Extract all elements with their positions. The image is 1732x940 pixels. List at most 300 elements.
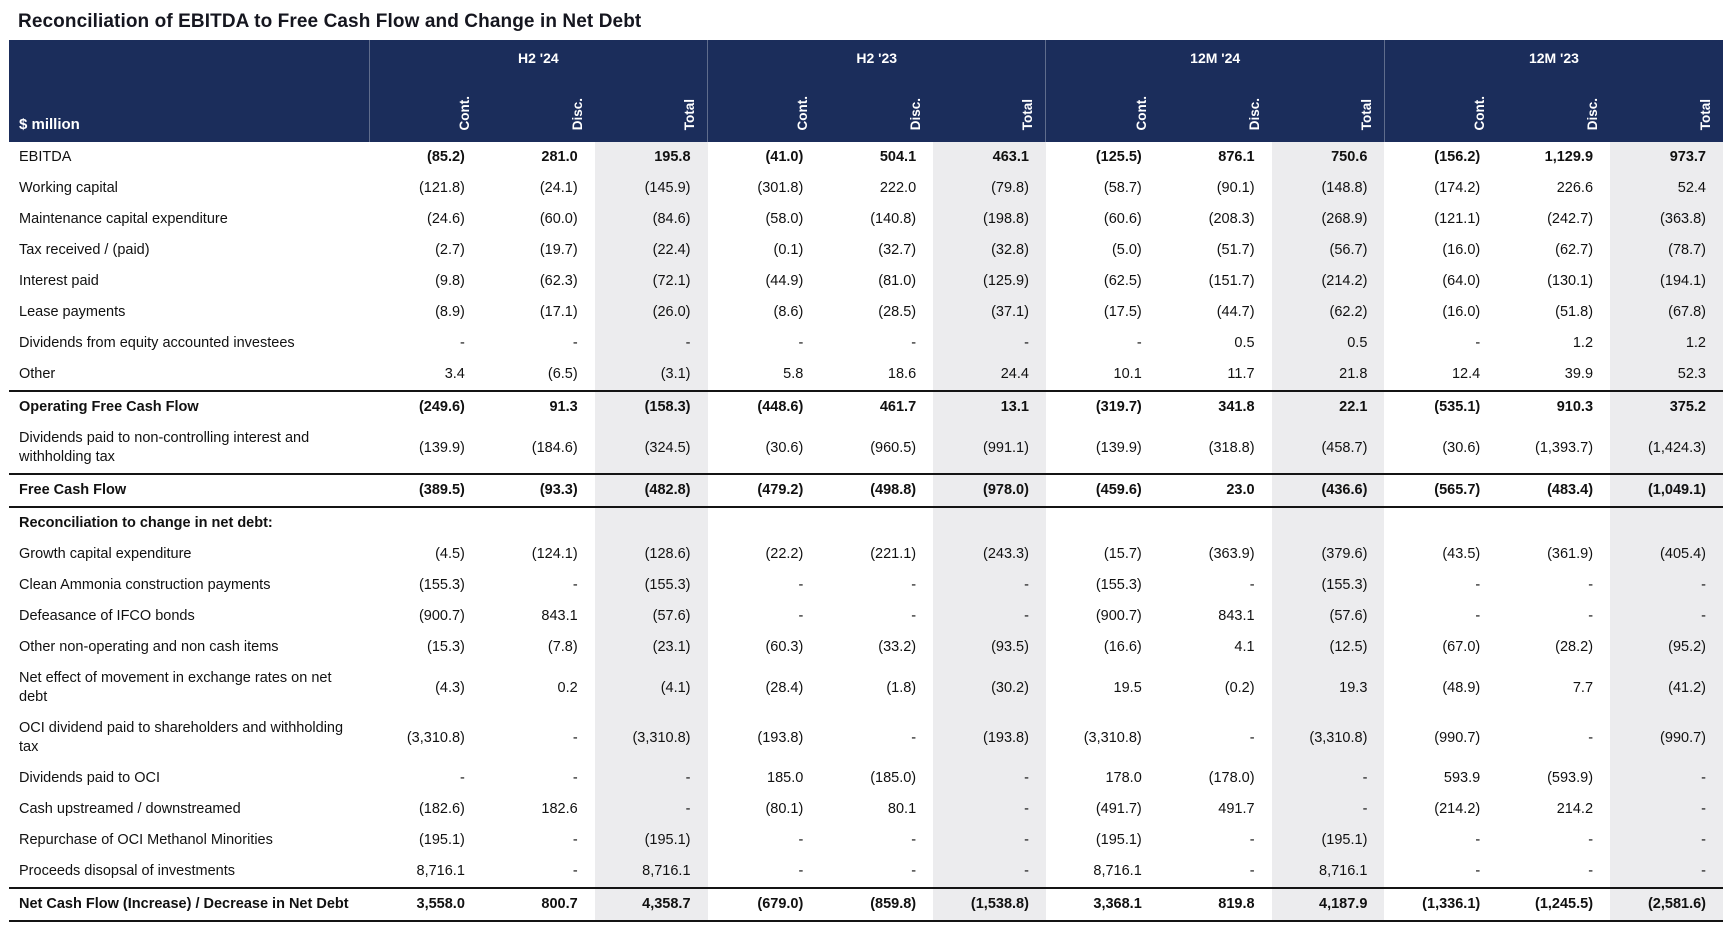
value-cell: 214.2 xyxy=(1556,801,1594,817)
value-cell: (22.2) xyxy=(765,546,804,562)
value-cell: (17.5) xyxy=(1103,304,1142,320)
column-header-cont: Cont. xyxy=(456,95,472,130)
value-cell: - xyxy=(911,335,917,351)
table-body xyxy=(9,142,1723,921)
value-cell: (363.9) xyxy=(1208,546,1255,562)
value-cell: (361.9) xyxy=(1547,546,1594,562)
value-cell: (67.0) xyxy=(1442,639,1481,655)
value-cell: (5.0) xyxy=(1111,242,1142,258)
value-cell: 4,187.9 xyxy=(1272,888,1385,921)
value-cell: (193.8) xyxy=(757,729,804,746)
value-cell: 178.0 xyxy=(1105,770,1142,786)
value-cell: (1,424.3) xyxy=(1610,423,1723,474)
value-cell: 375.2 xyxy=(1610,391,1723,423)
value-cell: (483.4) xyxy=(1497,474,1610,507)
row-label: Tax received / (paid) xyxy=(19,242,150,258)
value-cell: - xyxy=(1475,863,1481,879)
unit-label: $ million xyxy=(9,73,369,142)
value-cell: 3.4 xyxy=(444,366,465,382)
value-cell: 13.1 xyxy=(933,391,1046,423)
value-cell: (33.2) xyxy=(878,639,917,655)
value-cell: 222.0 xyxy=(879,180,917,196)
column-header-cont: Cont. xyxy=(1133,95,1149,130)
table-row xyxy=(9,507,1723,539)
value-cell: 3,368.1 xyxy=(1046,888,1159,921)
value-cell: (301.8) xyxy=(757,180,804,196)
value-cell: (194.1) xyxy=(1610,266,1723,297)
table-row xyxy=(9,601,1723,632)
value-cell: 0.2 xyxy=(557,679,578,696)
row-label: Interest paid xyxy=(19,273,99,289)
row-label: Operating Free Cash Flow xyxy=(9,391,369,423)
value-cell: 843.1 xyxy=(1218,608,1255,624)
row-label: Reconciliation to change in net debt: xyxy=(9,507,369,539)
value-cell xyxy=(1384,507,1497,539)
value-cell: 24.4 xyxy=(933,359,1046,391)
page-title: Reconciliation of EBITDA to Free Cash Flow and Change in Net Debt xyxy=(18,11,642,32)
value-cell xyxy=(933,507,1046,539)
value-cell xyxy=(1159,507,1272,539)
column-header-cell xyxy=(1497,73,1610,142)
value-cell xyxy=(369,507,482,539)
value-cell: 463.1 xyxy=(933,142,1046,173)
value-cell: 185.0 xyxy=(767,770,804,786)
value-cell: (900.7) xyxy=(1095,608,1142,624)
column-header-cell xyxy=(933,73,1046,142)
row-label: Repurchase of OCI Methanol Minorities xyxy=(19,832,273,848)
value-cell: (26.0) xyxy=(595,297,708,328)
value-cell: - xyxy=(572,863,578,879)
value-cell: 1,129.9 xyxy=(1544,149,1594,165)
value-cell: 843.1 xyxy=(541,608,578,624)
value-cell: 91.3 xyxy=(482,391,595,423)
value-cell: (3,310.8) xyxy=(406,729,465,746)
value-cell: 21.8 xyxy=(1272,359,1385,391)
value-cell: - xyxy=(595,794,708,825)
value-cell: - xyxy=(1588,832,1594,848)
value-cell: 19.5 xyxy=(1113,679,1142,696)
value-cell: - xyxy=(1136,335,1142,351)
table-row xyxy=(9,297,1723,328)
value-cell: - xyxy=(798,577,804,593)
value-cell: (62.3) xyxy=(539,273,578,289)
column-header-total: Total xyxy=(1020,98,1036,130)
value-cell: 5.8 xyxy=(783,366,804,382)
value-cell: 8,716.1 xyxy=(1093,863,1142,879)
value-cell: (78.7) xyxy=(1610,235,1723,266)
value-cell: (178.0) xyxy=(1208,770,1255,786)
value-cell: (7.8) xyxy=(547,639,578,655)
value-cell: - xyxy=(572,770,578,786)
value-cell: - xyxy=(911,577,917,593)
value-cell: (482.8) xyxy=(595,474,708,507)
row-label: Other non-operating and non cash items xyxy=(19,639,279,655)
value-cell: 461.7 xyxy=(820,391,933,423)
row-label: Dividends paid to non-controlling interest and withholding tax xyxy=(19,430,310,465)
value-cell: - xyxy=(933,601,1046,632)
value-cell: (28.4) xyxy=(765,679,804,696)
value-cell: 491.7 xyxy=(1218,801,1255,817)
value-cell: 52.4 xyxy=(1610,173,1723,204)
value-cell: (978.0) xyxy=(933,474,1046,507)
value-cell: - xyxy=(1610,825,1723,856)
value-cell: (363.8) xyxy=(1610,204,1723,235)
value-cell: - xyxy=(595,328,708,359)
value-cell: (93.3) xyxy=(482,474,595,507)
value-cell: (214.2) xyxy=(1272,266,1385,297)
value-cell: 0.5 xyxy=(1234,335,1255,351)
value-cell: (389.5) xyxy=(369,474,482,507)
value-cell: (85.2) xyxy=(427,149,465,165)
value-cell: (208.3) xyxy=(1208,211,1255,227)
value-cell: (990.7) xyxy=(1610,713,1723,763)
column-header-cell xyxy=(1384,73,1497,142)
value-cell: (318.8) xyxy=(1208,439,1255,456)
value-cell: (0.2) xyxy=(1224,679,1255,696)
row-label: OCI dividend paid to shareholders and withholding tax xyxy=(19,720,344,755)
value-cell: - xyxy=(798,832,804,848)
value-cell: (128.6) xyxy=(595,539,708,570)
row-label: Cash upstreamed / downstreamed xyxy=(19,801,241,817)
row-label: Dividends from equity accounted investees xyxy=(19,335,295,351)
value-cell: - xyxy=(933,763,1046,794)
row-label: Net Cash Flow (Increase) / Decrease in Net Debt xyxy=(9,888,369,921)
value-cell: (95.2) xyxy=(1610,632,1723,663)
value-cell: 593.9 xyxy=(1443,770,1481,786)
value-cell: - xyxy=(933,570,1046,601)
value-cell: (62.7) xyxy=(1555,242,1594,258)
value-cell: (30.6) xyxy=(765,439,804,456)
value-cell: (565.7) xyxy=(1384,474,1497,507)
value-cell: (15.3) xyxy=(427,639,465,655)
value-cell: (58.7) xyxy=(1103,180,1142,196)
table-row xyxy=(9,763,1723,794)
value-cell: 52.3 xyxy=(1610,359,1723,391)
value-cell: (459.6) xyxy=(1046,474,1159,507)
value-cell: - xyxy=(798,608,804,624)
value-cell: (15.7) xyxy=(1103,546,1142,562)
value-cell: - xyxy=(1610,856,1723,888)
value-cell: (125.9) xyxy=(933,266,1046,297)
value-cell: (498.8) xyxy=(820,474,933,507)
row-label: Clean Ammonia construction payments xyxy=(19,577,271,593)
table-row xyxy=(9,570,1723,601)
value-cell: (30.6) xyxy=(1442,439,1481,456)
value-cell: 11.7 xyxy=(1227,366,1255,382)
row-label: Proceeds disopsal of investments xyxy=(19,863,235,879)
table-row xyxy=(9,856,1723,888)
row-label: Dividends paid to OCI xyxy=(19,770,161,786)
value-cell: (22.4) xyxy=(595,235,708,266)
table-row xyxy=(9,235,1723,266)
value-cell: (48.9) xyxy=(1442,679,1481,696)
row-label: Defeasance of IFCO bonds xyxy=(19,608,195,624)
column-header-cell xyxy=(708,73,821,142)
value-cell: (195.1) xyxy=(595,825,708,856)
value-cell: (1,245.5) xyxy=(1497,888,1610,921)
value-cell: (16.6) xyxy=(1103,639,1142,655)
value-cell: (84.6) xyxy=(595,204,708,235)
value-cell: - xyxy=(595,763,708,794)
value-cell: 19.3 xyxy=(1272,663,1385,713)
value-cell: - xyxy=(1475,608,1481,624)
value-cell: (268.9) xyxy=(1272,204,1385,235)
value-cell: (2.7) xyxy=(435,242,465,258)
value-cell: (41.2) xyxy=(1610,663,1723,713)
value-cell: (62.2) xyxy=(1272,297,1385,328)
value-cell: (130.1) xyxy=(1547,273,1594,289)
value-cell: (491.7) xyxy=(1095,801,1142,817)
value-cell: (93.5) xyxy=(933,632,1046,663)
column-header-cont: Cont. xyxy=(1472,95,1488,130)
value-cell: (57.6) xyxy=(595,601,708,632)
value-cell xyxy=(820,507,933,539)
value-cell: (156.2) xyxy=(1434,149,1481,165)
value-cell: (198.8) xyxy=(933,204,1046,235)
value-cell: (448.6) xyxy=(708,391,821,423)
value-cell: 910.3 xyxy=(1497,391,1610,423)
value-cell xyxy=(1272,507,1385,539)
value-cell: (195.1) xyxy=(1095,832,1142,848)
value-cell: 281.0 xyxy=(541,149,578,165)
value-cell: - xyxy=(1588,729,1594,746)
value-cell: (185.0) xyxy=(870,770,917,786)
value-cell: 22.1 xyxy=(1272,391,1385,423)
value-cell: (4.1) xyxy=(595,663,708,713)
value-cell: (24.1) xyxy=(539,180,578,196)
value-cell: - xyxy=(1249,863,1255,879)
value-cell: (155.3) xyxy=(1272,570,1385,601)
table-row xyxy=(9,825,1723,856)
table-row xyxy=(9,632,1723,663)
value-cell: - xyxy=(1588,608,1594,624)
value-cell: (121.1) xyxy=(1434,211,1481,227)
value-cell: (8.6) xyxy=(773,304,804,320)
value-cell: (32.7) xyxy=(878,242,917,258)
value-cell: - xyxy=(1272,794,1385,825)
column-header-total: Total xyxy=(682,98,698,130)
value-cell: 4.1 xyxy=(1234,639,1255,655)
value-cell: 504.1 xyxy=(879,149,917,165)
value-cell: (243.3) xyxy=(933,539,1046,570)
row-label: Lease payments xyxy=(19,304,126,320)
column-header-disc: Disc. xyxy=(569,97,585,130)
value-cell: (19.7) xyxy=(539,242,578,258)
value-cell: (79.8) xyxy=(933,173,1046,204)
value-cell: - xyxy=(933,825,1046,856)
value-cell: (3,310.8) xyxy=(1272,713,1385,763)
value-cell: - xyxy=(911,832,917,848)
value-cell: (6.5) xyxy=(547,366,578,382)
value-cell: (67.8) xyxy=(1610,297,1723,328)
column-header-cell xyxy=(595,73,708,142)
reconciliation-table xyxy=(9,40,1723,922)
value-cell: (145.9) xyxy=(595,173,708,204)
value-cell: (458.7) xyxy=(1272,423,1385,474)
value-cell: (1,049.1) xyxy=(1610,474,1723,507)
value-cell: - xyxy=(1249,729,1255,746)
table-row xyxy=(9,266,1723,297)
value-cell: (125.5) xyxy=(1095,149,1142,165)
column-header-cell xyxy=(1046,73,1159,142)
table-row xyxy=(9,359,1723,391)
period-group-header: H2 '23 xyxy=(708,40,1046,73)
value-cell: (155.3) xyxy=(1095,577,1142,593)
value-cell: - xyxy=(1475,577,1481,593)
value-cell: 10.1 xyxy=(1113,366,1142,382)
value-cell: (324.5) xyxy=(595,423,708,474)
value-cell: (58.0) xyxy=(765,211,804,227)
value-cell: (44.7) xyxy=(1216,304,1255,320)
value-cell: 7.7 xyxy=(1572,679,1594,696)
value-cell: - xyxy=(1588,577,1594,593)
value-cell: 39.9 xyxy=(1564,366,1594,382)
value-cell: (16.0) xyxy=(1442,242,1481,258)
value-cell: - xyxy=(798,863,804,879)
value-cell: 18.6 xyxy=(887,366,917,382)
value-cell: (62.5) xyxy=(1103,273,1142,289)
value-cell: (991.1) xyxy=(933,423,1046,474)
column-header-cell xyxy=(1272,73,1385,142)
row-label: Maintenance capital expenditure xyxy=(19,211,228,227)
value-cell: (43.5) xyxy=(1442,546,1481,562)
table-row xyxy=(9,328,1723,359)
value-cell: 4,358.7 xyxy=(595,888,708,921)
row-label: Net effect of movement in exchange rates on net debt xyxy=(19,670,332,705)
value-cell: 195.8 xyxy=(595,142,708,173)
value-cell: 8,716.1 xyxy=(416,863,465,879)
column-header-disc: Disc. xyxy=(1246,97,1262,130)
value-cell: - xyxy=(460,770,465,786)
value-cell: (249.6) xyxy=(369,391,482,423)
table-row xyxy=(9,391,1723,423)
value-cell: - xyxy=(1610,794,1723,825)
value-cell: (4.3) xyxy=(435,679,465,696)
value-cell: (155.3) xyxy=(595,570,708,601)
row-label: EBITDA xyxy=(19,149,72,165)
row-label: Other xyxy=(19,366,56,382)
column-header-total: Total xyxy=(1698,98,1713,130)
value-cell: 23.0 xyxy=(1159,474,1272,507)
value-cell: (90.1) xyxy=(1216,180,1255,196)
value-cell: - xyxy=(798,335,804,351)
value-cell: (121.8) xyxy=(418,180,465,196)
value-cell: (1,393.7) xyxy=(1534,439,1594,456)
value-cell: - xyxy=(933,794,1046,825)
value-cell: (32.8) xyxy=(933,235,1046,266)
value-cell: (1.8) xyxy=(886,679,917,696)
value-cell: (44.9) xyxy=(765,273,804,289)
value-cell: (41.0) xyxy=(765,149,804,165)
value-cell: 750.6 xyxy=(1272,142,1385,173)
table-row xyxy=(9,474,1723,507)
value-cell: - xyxy=(1475,335,1481,351)
header-corner xyxy=(9,40,369,73)
value-cell: - xyxy=(1610,601,1723,632)
value-cell: (4.5) xyxy=(435,546,465,562)
value-cell: - xyxy=(911,863,917,879)
value-cell: (148.8) xyxy=(1272,173,1385,204)
value-cell: - xyxy=(1272,763,1385,794)
value-cell: - xyxy=(933,328,1046,359)
table-row xyxy=(9,423,1723,474)
value-cell: - xyxy=(1610,763,1723,794)
value-cell xyxy=(708,507,821,539)
value-cell: - xyxy=(933,856,1046,888)
period-group-header: 12M '23 xyxy=(1384,40,1723,73)
table-row xyxy=(9,539,1723,570)
value-cell: (1,538.8) xyxy=(933,888,1046,921)
row-label: Free Cash Flow xyxy=(9,474,369,507)
period-group-header: H2 '24 xyxy=(369,40,707,73)
value-cell: (80.1) xyxy=(765,801,804,817)
value-cell: (0.1) xyxy=(773,242,804,258)
column-header-cell xyxy=(482,73,595,142)
value-cell: - xyxy=(572,335,578,351)
value-cell: - xyxy=(1249,577,1255,593)
value-cell: (139.9) xyxy=(1095,439,1142,456)
table-header xyxy=(9,40,1723,142)
column-header-disc: Disc. xyxy=(908,97,924,130)
column-header-disc: Disc. xyxy=(1585,97,1601,130)
value-cell: (195.1) xyxy=(1272,825,1385,856)
value-cell: (140.8) xyxy=(870,211,917,227)
value-cell: (72.1) xyxy=(595,266,708,297)
value-cell: 12.4 xyxy=(1451,366,1481,382)
value-cell: - xyxy=(1588,863,1594,879)
value-cell: 226.6 xyxy=(1556,180,1594,196)
value-cell: (51.7) xyxy=(1216,242,1255,258)
value-cell: (960.5) xyxy=(870,439,917,456)
value-cell: 3,558.0 xyxy=(369,888,482,921)
value-cell: (859.8) xyxy=(820,888,933,921)
value-cell: - xyxy=(911,608,917,624)
value-cell: - xyxy=(1610,570,1723,601)
value-cell: 1.2 xyxy=(1572,335,1594,351)
value-cell: - xyxy=(1249,832,1255,848)
value-cell: (9.8) xyxy=(435,273,465,289)
table-row xyxy=(9,173,1723,204)
value-cell: (174.2) xyxy=(1434,180,1481,196)
value-cell: (12.5) xyxy=(1272,632,1385,663)
value-cell: (17.1) xyxy=(539,304,578,320)
column-header-total: Total xyxy=(1358,98,1374,130)
value-cell: (81.0) xyxy=(878,273,917,289)
table-row xyxy=(9,142,1723,173)
value-cell: (151.7) xyxy=(1208,273,1255,289)
value-cell: - xyxy=(572,577,578,593)
value-cell: (158.3) xyxy=(595,391,708,423)
value-cell: (57.6) xyxy=(1272,601,1385,632)
value-cell: (319.7) xyxy=(1046,391,1159,423)
period-group-header: 12M '24 xyxy=(1046,40,1384,73)
value-cell: (24.6) xyxy=(427,211,465,227)
value-cell: 1.2 xyxy=(1610,328,1723,359)
value-cell: (37.1) xyxy=(933,297,1046,328)
value-cell xyxy=(1046,507,1159,539)
table-row xyxy=(9,663,1723,713)
value-cell: (2,581.6) xyxy=(1610,888,1723,921)
value-cell: (16.0) xyxy=(1442,304,1481,320)
value-cell: - xyxy=(460,335,465,351)
value-cell xyxy=(482,507,595,539)
value-cell: - xyxy=(572,832,578,848)
value-cell: - xyxy=(572,729,578,746)
value-cell: (155.3) xyxy=(418,577,465,593)
column-header-cont: Cont. xyxy=(795,95,811,130)
value-cell: (139.9) xyxy=(418,439,465,456)
value-cell: 819.8 xyxy=(1159,888,1272,921)
